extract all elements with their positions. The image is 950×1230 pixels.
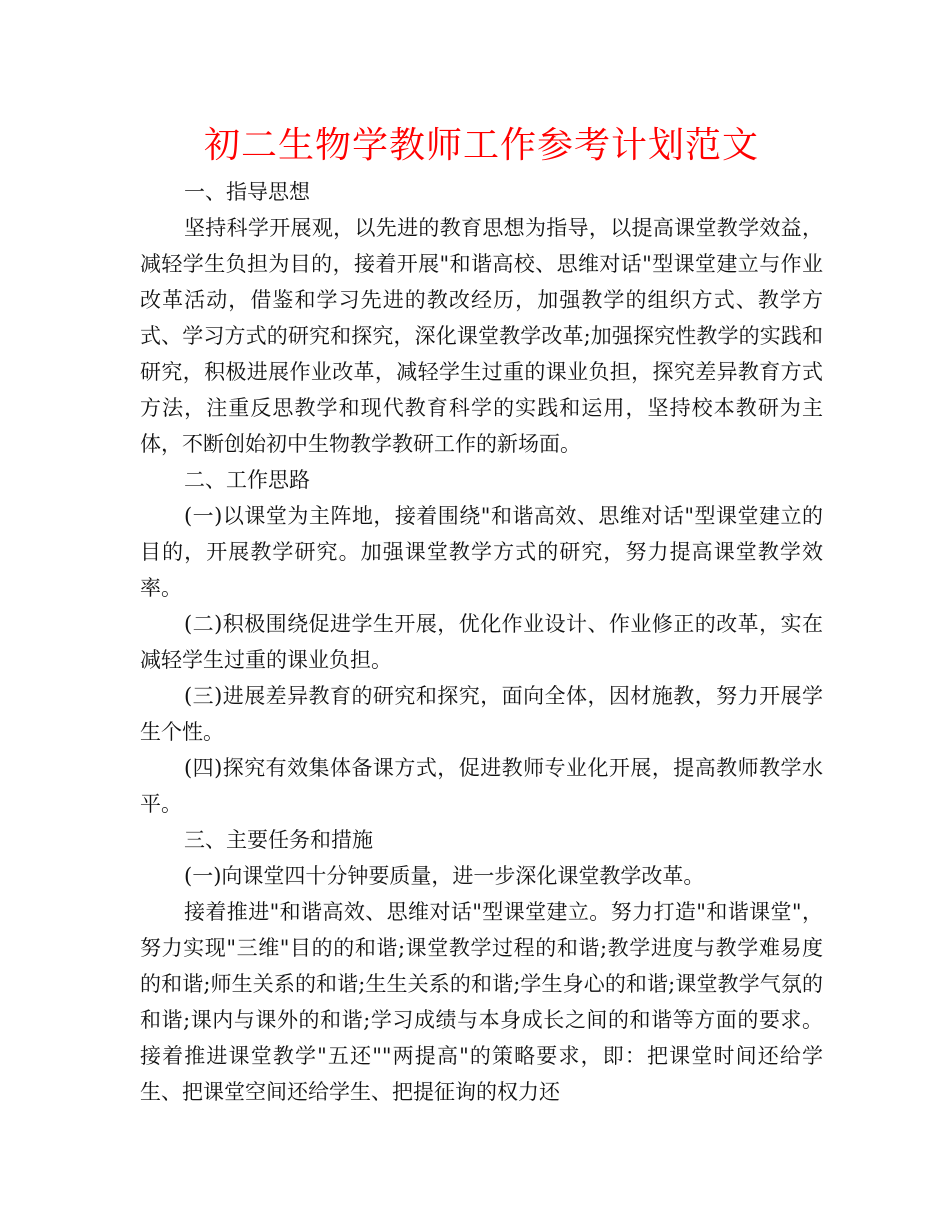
paragraph: (三)进展差异教育的研究和探究，面向全体，因材施教，努力开展学生个性。 — [140, 684, 823, 744]
document-title: 初二生物学教师工作参考计划范文 — [203, 125, 759, 166]
section-guiding-ideology — [140, 174, 823, 462]
section-heading: 二、工作思路 — [184, 468, 310, 492]
paragraph: 接着推进"和谐高效、思维对话"型课堂建立。努力打造"和谐课堂"，努力实现"三维"目的的和谐;课堂教学过程的和谐;教学进度与教学难易度的和谐;师生关系的和谐;生生关系的和谐;学生身心的和谐;课堂教学气氛的和谐;课内与课外的和谐;学习成绩与本身成长之间的和谐等方面的要求。接着推进课堂教学"五还""两提高"的策略要求，即：把课堂时间还给学生、把课堂空间还给学生、把提征询的权力还 — [140, 900, 823, 1104]
document-page — [140, 118, 823, 1110]
paragraph: 坚持科学开展观，以先进的教育思想为指导，以提高课堂教学效益，减轻学生负担为目的，接着开展"和谐高校、思维对话"型课堂建立与作业改革活动，借鉴和学习先进的教改经历，加强教学的组织方式、教学方式、学习方式的研究和探究，深化课堂教学改革;加强探究性教学的实践和研究，积极进展作业改革，减轻学生过重的课业负担，探究差异教育方式方法，注重反思教学和现代教育科学的实践和运用，坚持校本教研为主体，不断创始初中生物教学教研工作的新场面。 — [140, 216, 823, 456]
paragraph: (二)积极围绕促进学生开展，优化作业设计、作业修正的改革，实在减轻学生过重的课业负担。 — [140, 612, 823, 672]
section-tasks-and-measures — [140, 822, 823, 1110]
paragraph: (四)探究有效集体备课方式，促进教师专业化开展，提高教师教学水平。 — [140, 756, 823, 816]
section-heading: 一、指导思想 — [184, 180, 310, 204]
section-heading: 三、主要任务和措施 — [184, 828, 373, 852]
section-work-approach — [140, 462, 823, 822]
paragraph: (一)以课堂为主阵地，接着围绕"和谐高效、思维对话"型课堂建立的目的，开展教学研究。加强课堂教学方式的研究，努力提高课堂教学效率。 — [140, 504, 823, 600]
paragraph: (一)向课堂四十分钟要质量，进一步深化课堂教学改革。 — [184, 864, 705, 888]
